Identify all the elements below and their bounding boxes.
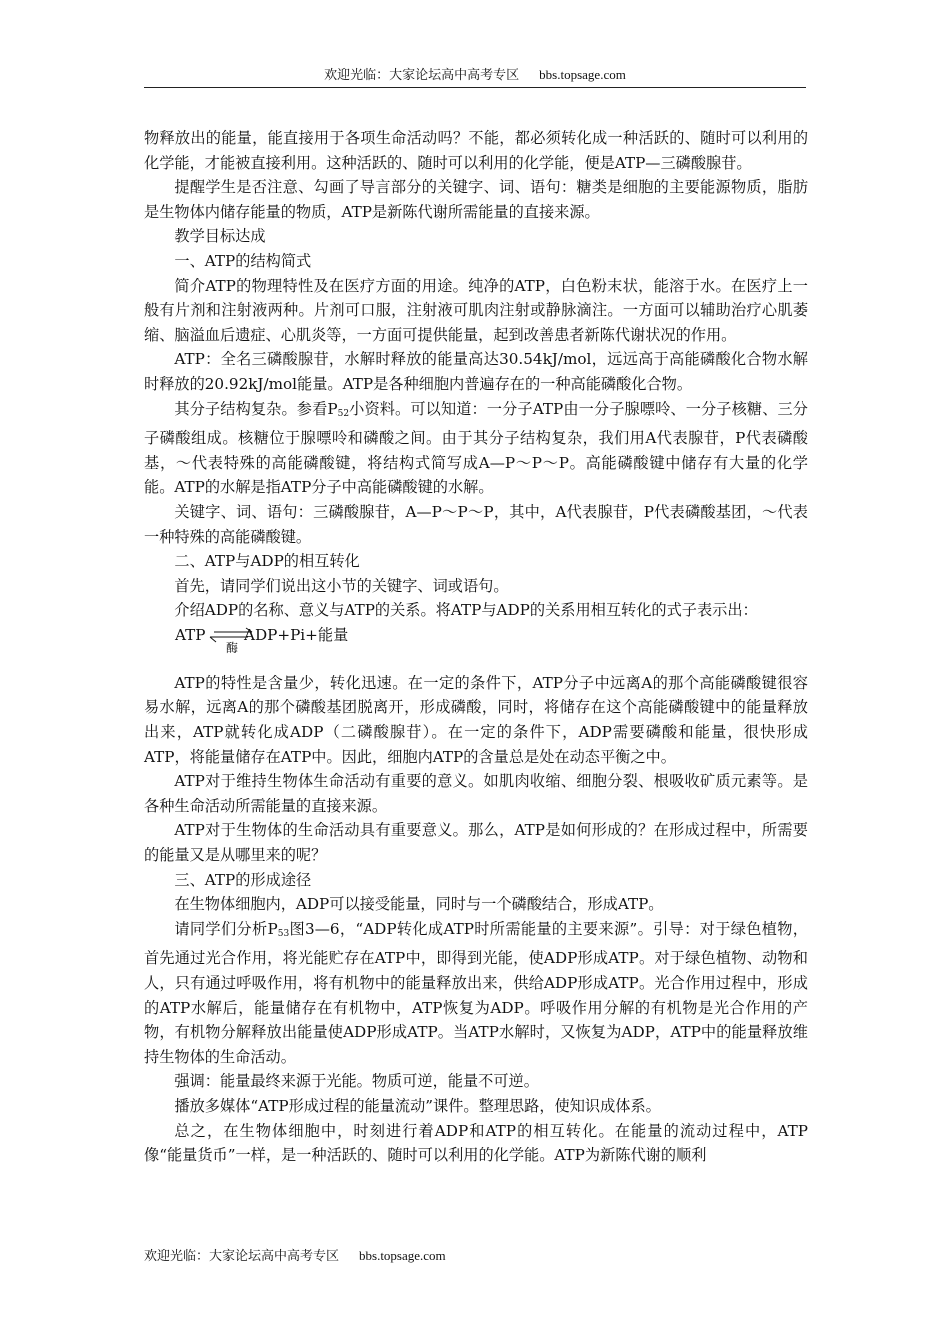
page-footer <box>144 1247 446 1266</box>
paragraph: 在生物体细胞内，ADP可以接受能量，同时与一个磷酸结合，形成ATP。 <box>174 895 664 914</box>
paragraph: ATP的特性是含量少，转化迅速。在一定的条件下，ATP分子中远离A的那个高能磷酸键很容易水解，远离A的那个磷酸基团脱离开，形成磷酸，同时，将储存在这个高能磷酸键中的能量释放出来，ATP就转化成ADP（二磷酸腺苷）。在一定的条件下，ADP需要磷酸和能量，很快形成ATP，将能量储存在ATP中。因此，细胞内ATP的含量总是处在动态平衡之中。 <box>144 673 808 766</box>
paragraph: ATP对于维持生物体生命活动有重要的意义。如肌肉收缩、细胞分裂、根吸收矿质元素等。是各种生命活动所需能量的直接来源。 <box>144 772 808 815</box>
paragraph: 播放多媒体“ATP形成过程的能量流动”课件。整理思路，使知识成体系。 <box>174 1096 661 1115</box>
section-heading: 二、ATP与ADP的相互转化 <box>174 552 360 571</box>
paragraph <box>144 397 808 500</box>
document-body <box>144 126 808 1168</box>
reaction-equation <box>144 623 808 671</box>
page-subscript: 53 <box>277 928 290 939</box>
page-subscript: 52 <box>337 408 350 419</box>
paragraph: 关键字、词、语句：三磷酸腺苷，A—P～P～P，其中，A代表腺苷，P代表磷酸基团，～代表一种特殊的高能磷酸键。 <box>144 502 808 546</box>
footer-site-link[interactable]: bbs.topsage.com <box>359 1248 446 1263</box>
paragraph <box>144 917 808 1070</box>
section-heading: 教学目标达成 <box>174 227 266 246</box>
header-label: 欢迎光临：大家论坛高中高考专区 <box>324 68 520 83</box>
section-heading: 三、ATP的形成途径 <box>174 870 312 889</box>
page-header <box>144 66 806 88</box>
section-heading: 一、ATP的结构简式 <box>174 251 312 270</box>
paragraph: ATP对于生物体的生命活动具有重要意义。那么，ATP是如何形成的？在形成过程中，所需要的能量又是从哪里来的呢？ <box>144 821 808 865</box>
text-run: 小资料。可以知道：一分子ATP由一分子腺嘌呤、一分子核糖、三分子磷酸组成。核糖位于腺嘌呤和磷酸之间。由于其分子结构复杂，我们用A代表腺苷，P代表磷酸基，～代表特殊的高能磷酸键，将结构式简写成A—P～P～P。高能磷酸键中储存有大量的化学能。ATP的水解是指ATP分子中高能磷酸键的水解。 <box>144 399 808 497</box>
header-site-link[interactable]: bbs.topsage.com <box>539 67 626 82</box>
paragraph: ATP：全名三磷酸腺苷，水解时释放的能量高达30.54kJ/mol，远远高于高能磷酸化合物水解时释放的20.92kJ/mol能量。ATP是各种细胞内普遍存在的一种高能磷酸化合物。 <box>144 350 808 393</box>
equation-lhs: ATP <box>175 625 206 644</box>
paragraph: 首先，请同学们说出这小节的关键字、词或语句。 <box>174 576 509 595</box>
footer-label: 欢迎光临：大家论坛高中高考专区 <box>144 1249 340 1264</box>
equation-rhs: ADP+Pi+能量 <box>244 625 349 644</box>
paragraph: 简介ATP的物理特性及在医疗方面的用途。纯净的ATP，白色粉末状，能溶于水。在医疗上一般有片剂和注射液两种。片剂可口服，注射液可肌肉注射或静脉滴注。一方面可以辅助治疗心肌萎缩、脑溢血后遗症、心肌炎等，一方面可提供能量，起到改善患者新陈代谢状况的作用。 <box>144 276 808 344</box>
paragraph: 提醒学生是否注意、勾画了导言部分的关键字、词、语句：糖类是细胞的主要能源物质，脂肪是生物体内储存能量的物质，ATP是新陈代谢所需能量的直接来源。 <box>144 178 808 221</box>
text-run: 其分子结构复杂。参看P <box>174 399 338 418</box>
paragraph: 总之，在生物体细胞中，时刻进行着ADP和ATP的相互转化。在能量的流动过程中，ATP像“能量货币”一样，是一种活跃的、随时可以利用的化学能。ATP为新陈代谢的顺利 <box>144 1121 808 1165</box>
text-run: 图3—6，“ADP转化成ATP时所需能量的主要来源”。引导：对于绿色植物，首先通过光合作用，将光能贮存在ATP中，即得到光能，使ADP形成ATP。对于绿色植物、动物和人，只有通过呼吸作用，将有机物中的能量释放出来，供给ADP形成ATP。光合作用过程中，形成的ATP水解后，能量储存在有机物中，ATP恢复为ADP。呼吸作用分解的有机物是光合作用的产物，有机物分解释放出能量使ADP形成ATP。当ATP水解时，又恢复为ADP，ATP中的能量释放维持生物体的生命活动。 <box>144 919 808 1066</box>
paragraph: 物释放出的能量，能直接用于各项生命活动吗？不能，都必须转化成一种活跃的、随时可以利用的化学能，才能被直接利用。这种活跃的、随时可以利用的化学能，便是ATP—三磷酸腺苷。 <box>144 129 808 172</box>
paragraph: 介绍ADP的名称、意义与ATP的关系。将ATP与ADP的关系用相互转化的式子表示出： <box>174 601 758 620</box>
paragraph: 强调：能量最终来源于光能。物质可逆，能量不可逆。 <box>174 1072 539 1091</box>
text-run: 请同学们分析P <box>174 919 278 938</box>
enzyme-label: 酶 <box>226 640 239 655</box>
